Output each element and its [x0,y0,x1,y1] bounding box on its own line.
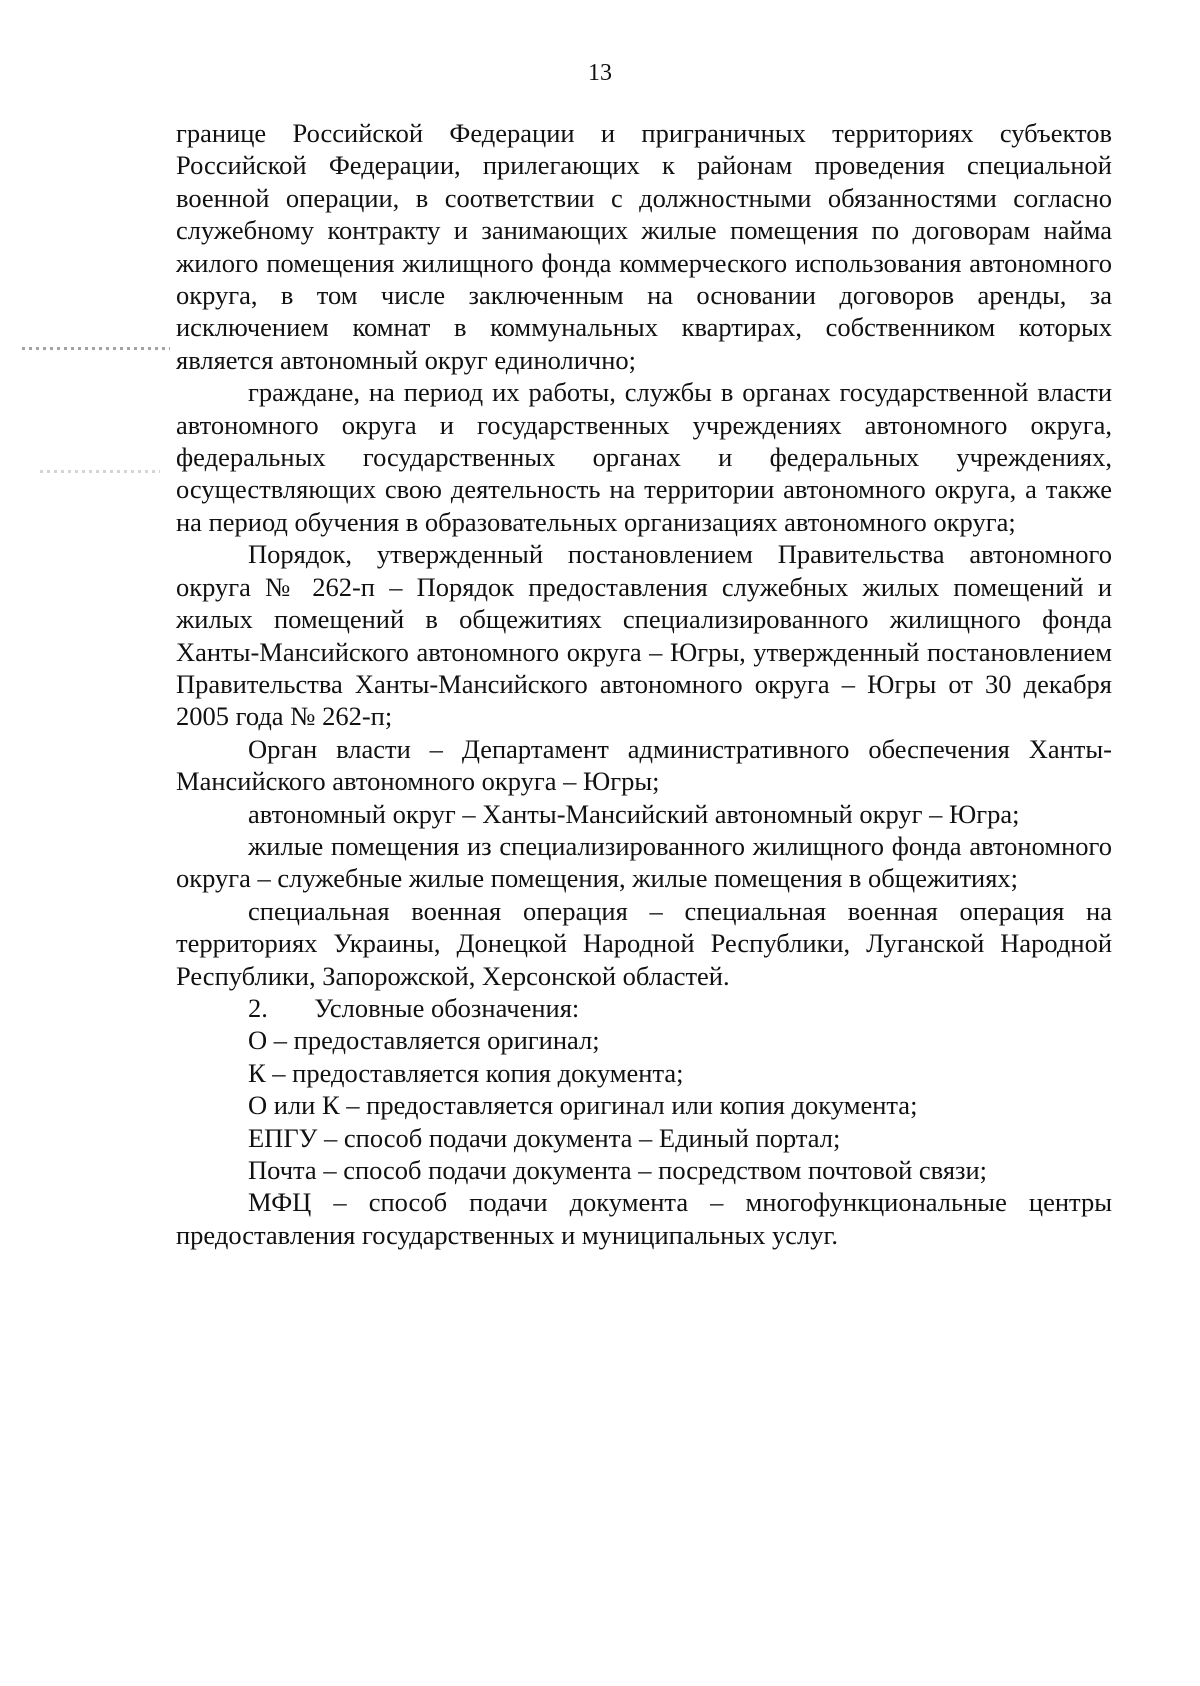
symbol-original: О – предоставляется оригинал; [248,1025,600,1056]
paragraph-special-operation: специальная военная операция – специальная военная операция на территориях Украины, Донецкой Народной Республики, Луганской Народной Республики, Запорожской, Херсонской областей. [176,895,1112,991]
symbol-original-or-copy: О или К – предоставляется оригинал или копия документа; [248,1090,918,1121]
symbol-epgu: ЕПГУ – способ подачи документа – Единый портал; [248,1122,841,1153]
document-body [176,117,1112,1251]
scan-artifact [40,470,160,473]
section-heading-symbols: 2. Условные обозначения: [248,992,580,1023]
symbol-mfc: МФЦ – способ подачи документа – многофункциональные центры предоставления государственных и муниципальных услуг. [176,1187,1112,1250]
paragraph-residential-premises: жилые помещения из специализированного жилищного фонда автономного округа – служебные жилые помещения, жилые помещения в общежитиях; [176,830,1112,894]
symbol-mail: Почта – способ подачи документа – посредством почтовой связи; [248,1155,988,1185]
symbol-copy: К – предоставляется копия документа; [248,1057,684,1088]
paragraph-continuation: границе Российской Федерации и приграничных территориях субъектов Российской Федерации, прилегающих к районам проведения специальной военной операции, в соответствии с должностными обязанностями согласно служебному контракту и занимающих жилые помещения по договорам найма жилого помещения жилищного фонда коммерческого использования автономного округа, в том числе заключенным на основании договоров аренды, за исключением комнат в коммунальных квартирах, собственником которых является автономный округ единолично; [176,118,1112,375]
page-number: 13 [588,60,612,86]
paragraph-autonomous-okrug: автономный округ – Ханты-Мансийский автономный округ – Югра; [248,798,1020,829]
paragraph-authority: Орган власти – Департамент административного обеспечения Ханты-Мансийского автономного округа – Югры; [176,733,1112,797]
paragraph-citizens: граждане, на период их работы, службы в органах государственной власти автономного округа и государственных учреждениях автономного округа, федеральных государственных органах и федеральных учреждениях, осуществляющих свою деятельность на территории автономного округа, а также на период обучения в образовательных организациях автономного округа; [176,377,1112,537]
scan-artifact [22,347,170,350]
paragraph-procedure: Порядок, утвержденный постановлением Правительства автономного округа № 262-п – Порядок предоставления служебных жилых помещений и жилых помещений в общежитиях специализированного жилищного фонда Ханты-Мансийского автономного округа – Югры, утвержденный постановлением Правительства Ханты-Мансийского автономного округа – Югры от 30 декабря 2005 года № 262-п; [176,539,1112,732]
